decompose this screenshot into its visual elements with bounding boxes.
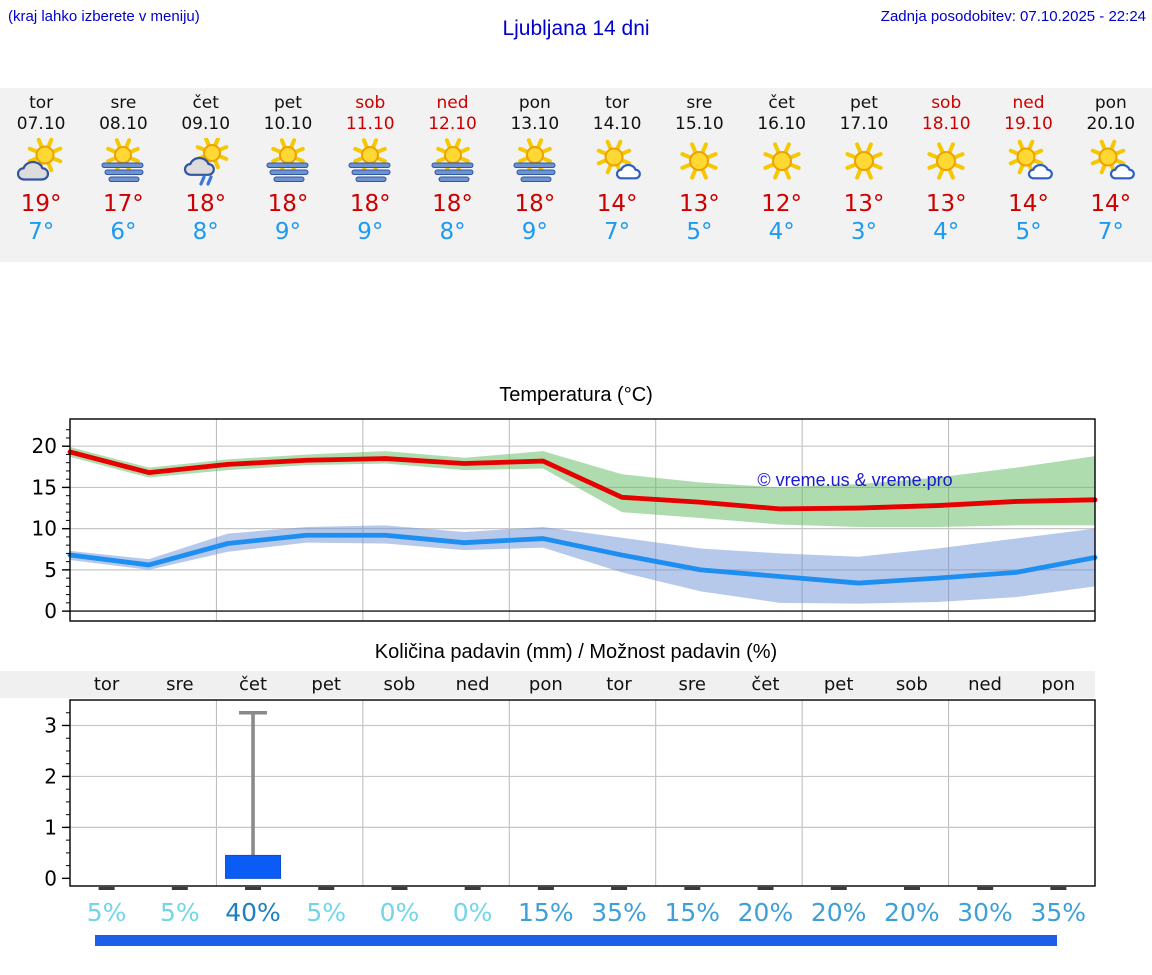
forecast-day xyxy=(658,93,740,262)
precip-day-label: pet xyxy=(311,674,341,695)
high-temp: 13° xyxy=(679,190,720,217)
precip-probability: 35% xyxy=(591,898,647,927)
precip-day-label: čet xyxy=(238,674,268,695)
precipitation-chart xyxy=(0,698,1152,893)
low-temp: 9° xyxy=(274,219,302,246)
low-temp: 6° xyxy=(110,219,137,246)
low-temp: 3° xyxy=(850,219,878,246)
svg-text:0: 0 xyxy=(44,866,57,891)
high-temp: 18° xyxy=(514,190,556,217)
sun-fog-icon xyxy=(494,138,576,188)
precip-day-label: sob xyxy=(895,674,928,695)
precip-probability: 5% xyxy=(86,898,127,927)
day-name: pon xyxy=(518,93,551,113)
sun-fog-icon xyxy=(82,138,164,188)
day-name: sre xyxy=(110,93,137,113)
forecast-day xyxy=(82,93,164,262)
precip-day-label: sob xyxy=(383,674,416,695)
forecast-day xyxy=(0,93,82,262)
day-name: tor xyxy=(605,93,630,113)
forecast-day xyxy=(741,93,823,262)
day-name: pet xyxy=(849,93,878,113)
day-date: 20.10 xyxy=(1086,114,1136,135)
precip-day-label: pon xyxy=(1041,674,1076,695)
high-temp: 18° xyxy=(267,190,309,217)
spacer xyxy=(0,262,1152,384)
sun-small-cloud-icon xyxy=(1070,138,1152,188)
precip-probability: 30% xyxy=(957,898,1013,927)
svg-text:2: 2 xyxy=(44,764,57,789)
high-temp: 13° xyxy=(843,190,885,217)
day-date: 09.10 xyxy=(181,114,231,135)
low-temp: 9° xyxy=(521,219,548,246)
high-temp: 17° xyxy=(103,190,144,217)
sun-cloud-rain-icon xyxy=(165,138,247,188)
precip-day-label: pet xyxy=(823,674,854,695)
day-date: 10.10 xyxy=(263,114,313,135)
precip-day-label: tor xyxy=(93,674,120,695)
sun-icon xyxy=(823,138,905,188)
temperature-chart-title: Temperatura (°C) xyxy=(499,384,653,406)
forecast-day xyxy=(987,93,1069,262)
precip-probability: 20% xyxy=(884,898,940,927)
precip-day-label: čet xyxy=(751,674,780,695)
day-name: sob xyxy=(931,93,962,113)
sun-fog-icon xyxy=(329,138,411,188)
high-temp: 14° xyxy=(1090,190,1132,217)
header xyxy=(0,0,1152,88)
svg-text:1: 1 xyxy=(44,815,57,840)
day-date: 12.10 xyxy=(428,114,477,135)
day-date: 18.10 xyxy=(921,114,971,135)
svg-text:15: 15 xyxy=(31,475,57,500)
day-date: 16.10 xyxy=(757,114,806,135)
precip-probability: 15% xyxy=(518,898,574,927)
day-name: ned xyxy=(436,93,469,113)
day-name: sob xyxy=(355,93,386,113)
day-name: čet xyxy=(768,93,795,113)
day-name: sre xyxy=(686,93,713,113)
forecast-day xyxy=(329,93,411,262)
low-temp: 5° xyxy=(1015,219,1042,246)
forecast-day xyxy=(823,93,905,262)
high-temp: 18° xyxy=(432,190,473,217)
precip-probability: 40% xyxy=(225,898,281,927)
precip-probability: 20% xyxy=(810,898,867,927)
precip-day-label: tor xyxy=(606,674,632,695)
day-date: 07.10 xyxy=(16,114,66,135)
high-temp: 12° xyxy=(761,190,803,217)
low-temp: 8° xyxy=(192,219,219,246)
low-temp: 9° xyxy=(357,219,384,246)
precip-day-labels xyxy=(0,671,1095,698)
day-name: čet xyxy=(192,93,219,113)
day-date: 11.10 xyxy=(345,114,395,135)
precipitation-chart-title: Količina padavin (mm) / Možnost padavin (%) xyxy=(374,641,778,663)
low-temp: 7° xyxy=(604,219,631,246)
high-temp: 13° xyxy=(925,190,967,217)
precip-day-label: ned xyxy=(455,674,490,695)
forecast-day xyxy=(576,93,658,262)
precip-probability: 0% xyxy=(379,898,420,927)
day-date: 08.10 xyxy=(99,114,148,135)
svg-text:© vreme.us & vreme.pro: © vreme.us & vreme.pro xyxy=(757,470,953,490)
day-name: tor xyxy=(29,93,54,113)
footer-bar xyxy=(95,935,1057,946)
low-temp: 4° xyxy=(933,219,960,246)
forecast-day xyxy=(494,93,576,262)
sun-icon xyxy=(741,138,823,188)
precip-probability-row xyxy=(0,898,1095,927)
low-temp: 4° xyxy=(768,219,795,246)
low-temp: 5° xyxy=(686,219,713,246)
precip-probability: 5% xyxy=(159,898,200,927)
high-temp: 14° xyxy=(596,190,638,217)
precip-probability: 5% xyxy=(306,898,347,927)
day-name: pon xyxy=(1094,93,1127,113)
precip-day-label: ned xyxy=(968,674,1002,695)
day-date: 14.10 xyxy=(592,114,642,135)
location-hint: (kraj lahko izberete v meniju) xyxy=(8,8,200,25)
precip-day-label: sre xyxy=(678,674,706,695)
high-temp: 14° xyxy=(1008,190,1049,217)
forecast-day xyxy=(905,93,987,262)
day-date: 15.10 xyxy=(675,114,724,135)
day-name: ned xyxy=(1012,93,1045,113)
low-temp: 7° xyxy=(28,219,55,246)
high-temp: 19° xyxy=(20,190,62,217)
high-temp: 18° xyxy=(349,190,391,217)
low-temp: 7° xyxy=(1097,219,1124,246)
day-date: 17.10 xyxy=(839,114,889,135)
temperature-chart xyxy=(0,414,1152,629)
svg-text:0: 0 xyxy=(44,599,57,624)
svg-text:5: 5 xyxy=(44,557,57,582)
day-date: 13.10 xyxy=(510,114,560,135)
forecast-day xyxy=(165,93,247,262)
forecast-day xyxy=(411,93,493,262)
page-title: Ljubljana 14 dni xyxy=(502,17,650,40)
sun-small-cloud-icon xyxy=(987,138,1069,188)
low-temp: 8° xyxy=(439,219,466,246)
sun-fog-icon xyxy=(411,138,493,188)
sun-small-cloud-icon xyxy=(576,138,658,188)
day-name: pet xyxy=(274,93,302,113)
forecast-strip xyxy=(0,88,1152,262)
precip-day-label: pon xyxy=(528,674,563,695)
high-temp: 18° xyxy=(185,190,227,217)
forecast-day xyxy=(1070,93,1152,262)
precip-day-label: sre xyxy=(166,674,194,695)
precip-probability: 20% xyxy=(737,898,794,927)
precip-probability: 0% xyxy=(452,898,493,927)
svg-text:10: 10 xyxy=(31,516,57,541)
forecast-day xyxy=(247,93,329,262)
sun-cloud-icon xyxy=(0,138,82,188)
svg-text:20: 20 xyxy=(31,434,57,459)
day-date: 19.10 xyxy=(1004,114,1053,135)
sun-icon xyxy=(905,138,987,188)
sun-fog-icon xyxy=(247,138,329,188)
last-updated: Zadnja posodobitev: 07.10.2025 - 22:24 xyxy=(880,8,1146,25)
precip-probability: 15% xyxy=(664,898,721,927)
sun-icon xyxy=(658,138,740,188)
precip-probability: 35% xyxy=(1030,898,1087,927)
svg-text:3: 3 xyxy=(44,713,57,738)
